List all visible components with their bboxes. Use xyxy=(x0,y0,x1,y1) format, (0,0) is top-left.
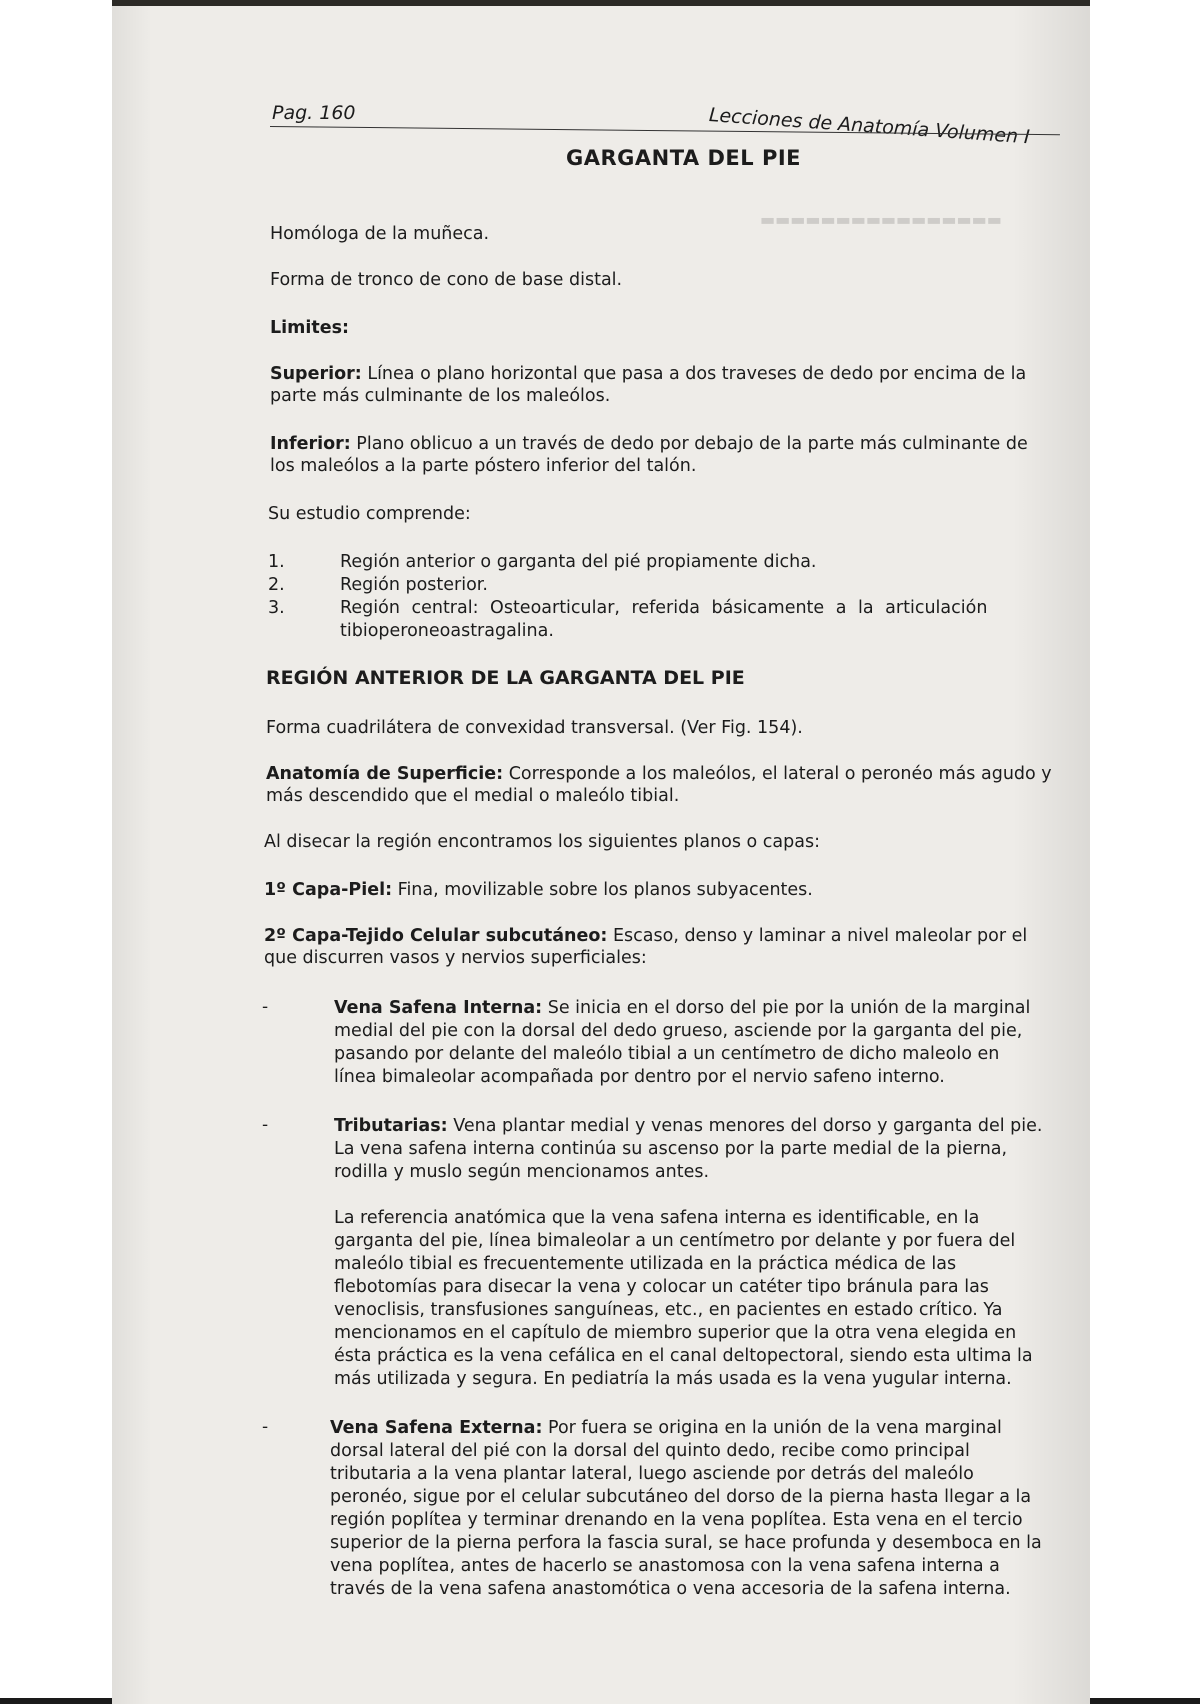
inferior-text-1: Plano oblicuo a un través de dedo por debajo de la parte más culminante de xyxy=(350,434,1028,454)
surface-anatomy-line-1 xyxy=(266,763,1052,785)
trib-line-1 xyxy=(334,1115,1042,1137)
vsi-line-2: medial del pie con la dorsal del dedo grueso, asciende por la garganta del pie, xyxy=(334,1021,1023,1041)
ref-line-7: ésta práctica es la vena cefálica en el canal deltopectoral, siendo esta ultima la xyxy=(334,1346,1033,1366)
vsi-label: Vena Safena Interna: xyxy=(334,998,543,1018)
page-number: Pag. 160 xyxy=(272,102,356,124)
trib-line-3: rodilla y muslo según mencionamos antes. xyxy=(334,1162,710,1182)
layer-1-label: 1º Capa-Piel: xyxy=(264,880,393,900)
vse-text-1: Por fuera se origina en la unión de la vena marginal xyxy=(542,1418,1002,1438)
ref-line-6: mencionamos en el capítulo de miembro superior que la otra vena elegida en xyxy=(334,1323,1017,1343)
layer-2-text-1: Escaso, denso y laminar a nivel maleolar por el xyxy=(607,926,1028,946)
vsi-line-4: línea bimaleolar acompañada por dentro por el nervio safeno interno. xyxy=(334,1067,945,1087)
inferior-line-1 xyxy=(270,433,1028,455)
bullet-dash: - xyxy=(262,997,269,1017)
list-text: Región central: Osteoarticular, referida básicamente a la articulación xyxy=(340,598,988,618)
surface-anatomy-label: Anatomía de Superficie: xyxy=(266,764,504,784)
list-text: Región posterior. xyxy=(340,575,488,595)
vsi-text-1: Se inicia en el dorso del pie por la unión de la marginal xyxy=(542,998,1031,1018)
layer-2-line-2: que discurren vasos y nervios superficiales: xyxy=(264,948,647,968)
vse-line-5: región poplítea y terminar drenando en la vena poplítea. Esta vena en el tercio xyxy=(330,1510,1023,1530)
book-title: Lecciones de Anatomía Volumen I xyxy=(707,104,1030,149)
layer-1 xyxy=(264,879,813,901)
bullet-dash: - xyxy=(262,1115,269,1135)
superior-label: Superior: xyxy=(270,364,362,384)
surface-anatomy-text-1: Corresponde a los maleólos, el lateral o peronéo más agudo y xyxy=(503,764,1052,784)
list-number: 2. xyxy=(268,575,285,595)
vse-line-4: peronéo, sigue por el celular subcutáneo del dorso de la pierna hasta llegar a la xyxy=(330,1487,1032,1507)
vsi-line-3: pasando por delante del maleólo tibial a un centímetro de dicho maleolo en xyxy=(334,1044,1000,1064)
vse-line-6: superior de la pierna perfora la fascia sural, se hace profunda y desemboca en la xyxy=(330,1533,1042,1553)
scan-margin-left xyxy=(0,0,112,1698)
ref-line-8: más utilizada y segura. En pediatría la más usada es la vena yugular interna. xyxy=(334,1369,1012,1389)
ref-line-4: flebotomías para disecar la vena y colocar un catéter tipo bránula para las xyxy=(334,1277,989,1297)
bleed-through: ▬▬▬▬▬▬▬▬▬▬▬▬▬▬▬▬ xyxy=(760,210,1002,229)
superior-line-2: parte más culminante de los maleólos. xyxy=(270,386,611,406)
scan-margin-right xyxy=(1090,0,1200,1698)
layer-2-label: 2º Capa-Tejido Celular subcutáneo: xyxy=(264,926,608,946)
intro-line-1: Homóloga de la muñeca. xyxy=(270,224,490,244)
inferior-line-2: los maleólos a la parte póstero inferior del talón. xyxy=(270,456,697,476)
layer-1-text: Fina, movilizable sobre los planos subyacentes. xyxy=(392,880,813,900)
vse-line-1 xyxy=(330,1417,1002,1439)
list-continuation: tibioperoneoastragalina. xyxy=(340,621,554,641)
superior-line-1 xyxy=(270,363,1026,385)
ref-line-3: maleólo tibial es frecuentemente utilizada en la práctica médica de las xyxy=(334,1254,957,1274)
bullet-dash: - xyxy=(262,1417,269,1437)
vse-line-7: vena poplítea, antes de hacerlo se anastomosa con la vena safena interna a xyxy=(330,1556,1000,1576)
dissection-intro: Al disecar la región encontramos los siguientes planos o capas: xyxy=(264,832,820,852)
list-number: 3. xyxy=(268,598,285,618)
surface-anatomy-line-2: más descendido que el medial o maleólo tibial. xyxy=(266,786,680,806)
limits-heading: Limites: xyxy=(270,318,350,338)
vse-line-2: dorsal lateral del pié con la dorsal del quinto dedo, recibe como principal xyxy=(330,1441,970,1461)
vse-line-8: través de la vena safena anastomótica o vena accesoria de la safena interna. xyxy=(330,1579,1011,1599)
superior-text-1: Línea o plano horizontal que pasa a dos traveses de dedo por encima de la xyxy=(361,364,1027,384)
section-form: Forma cuadrilátera de convexidad transversal. (Ver Fig. 154). xyxy=(266,718,803,738)
vse-line-3: tributaria a la vena plantar lateral, luego asciende por detrás del maleólo xyxy=(330,1464,974,1484)
inferior-label: Inferior: xyxy=(270,434,351,454)
list-text: Región anterior o garganta del pié propiamente dicha. xyxy=(340,552,817,572)
layer-2-line-1 xyxy=(264,925,1027,947)
list-number: 1. xyxy=(268,552,285,572)
intro-line-2: Forma de tronco de cono de base distal. xyxy=(270,270,623,290)
ref-line-5: venoclisis, transfusiones sanguíneas, etc., en pacientes en estado crítico. Ya xyxy=(334,1300,1003,1320)
ref-line-1: La referencia anatómica que la vena safena interna es identificable, en la xyxy=(334,1208,980,1228)
trib-label: Tributarias: xyxy=(334,1116,448,1136)
vse-label: Vena Safena Externa: xyxy=(330,1418,543,1438)
page-title: GARGANTA DEL PIE xyxy=(566,146,802,170)
trib-line-2: La vena safena interna continúa su ascenso por la parte medial de la pierna, xyxy=(334,1139,1008,1159)
section-heading: REGIÓN ANTERIOR DE LA GARGANTA DEL PIE xyxy=(266,667,745,689)
ref-line-2: garganta del pie, línea bimaleolar a un centímetro por delante y por fuera del xyxy=(334,1231,1016,1251)
study-intro: Su estudio comprende: xyxy=(268,504,471,524)
vsi-line-1 xyxy=(334,997,1030,1019)
trib-text-1: Vena plantar medial y venas menores del dorso y garganta del pie. xyxy=(447,1116,1043,1136)
